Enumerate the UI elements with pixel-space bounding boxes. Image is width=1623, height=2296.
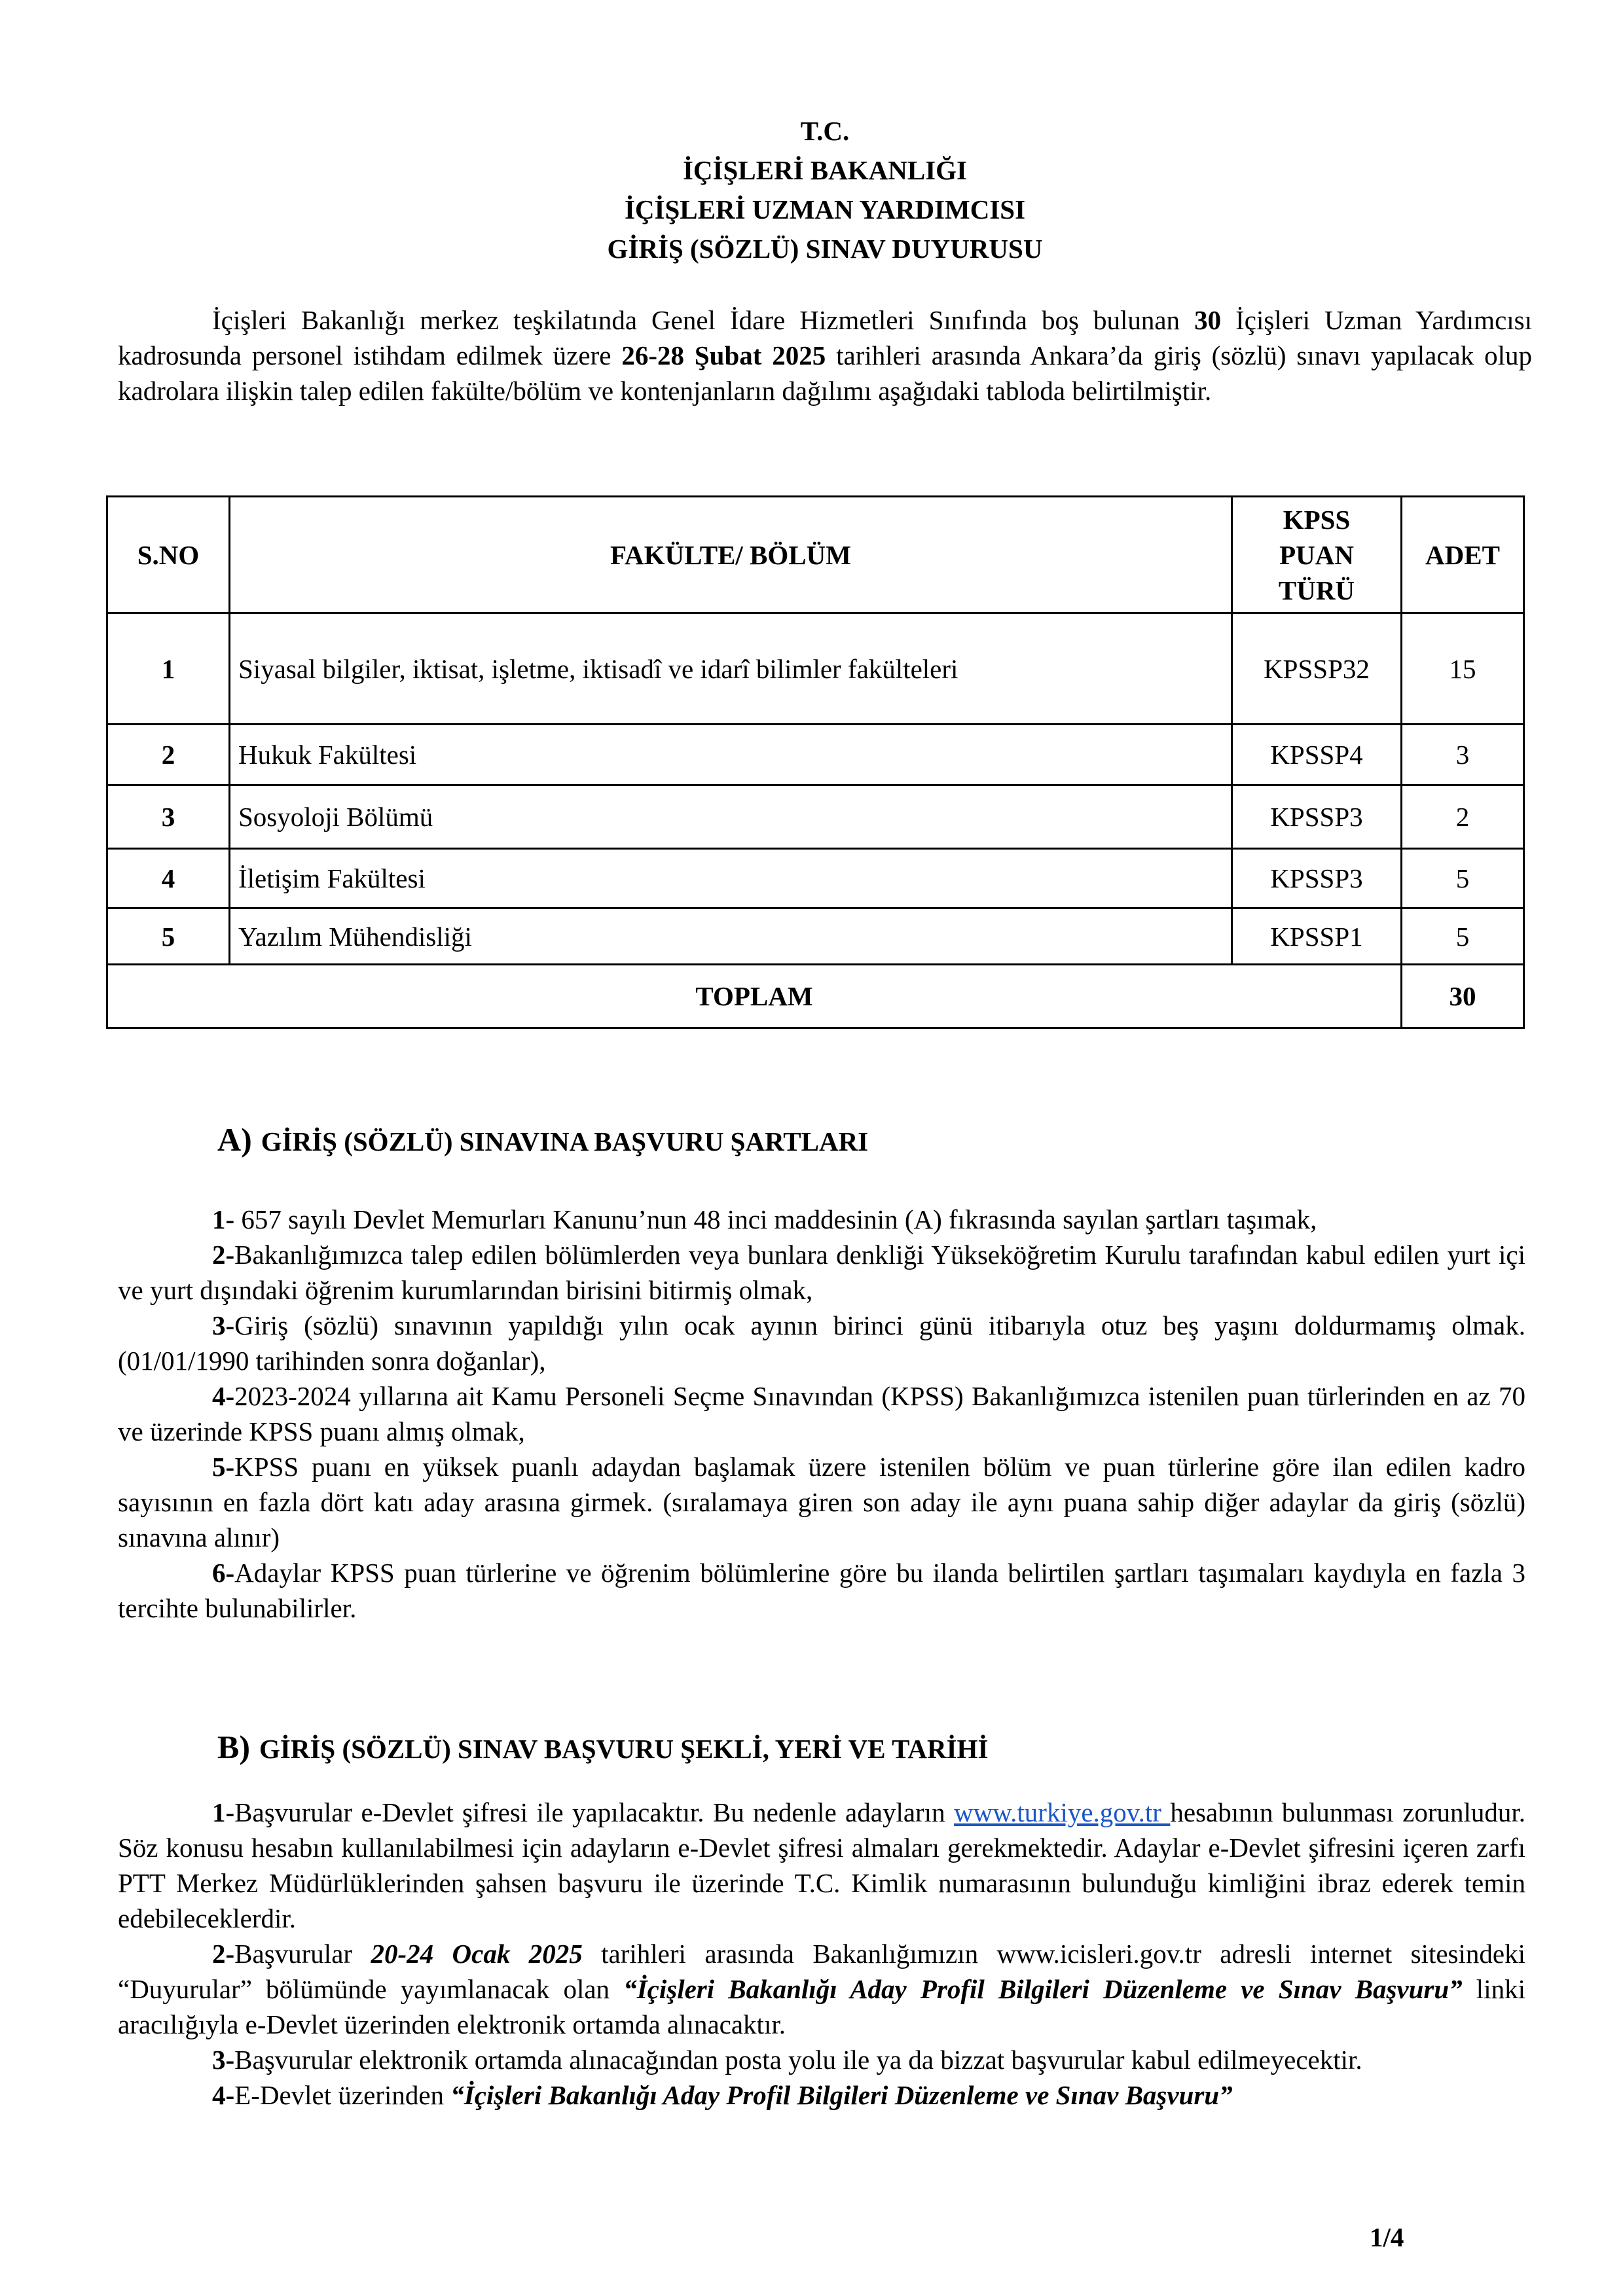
total-value: 30 — [1402, 965, 1524, 1028]
row-kpss: KPSSP1 — [1232, 908, 1402, 965]
row-kpss: KPSSP3 — [1232, 849, 1402, 908]
application-dates: 20-24 Ocak 2025 — [371, 1939, 583, 1969]
header-kpss-type: KPSS PUAN TÜRÜ — [1232, 497, 1402, 613]
row-dept: Hukuk Fakültesi — [230, 725, 1232, 785]
row-no: 1 — [107, 613, 230, 725]
section-a-list — [118, 1202, 1525, 1626]
row-no: 2 — [107, 725, 230, 785]
section-a-letter: A) — [217, 1121, 252, 1158]
page-number: 1/4 — [1370, 2222, 1404, 2252]
header-line-position: İÇİŞLERİ UZMAN YARDIMCISI — [624, 194, 1026, 224]
table-header-row — [107, 497, 1524, 613]
table-row — [107, 908, 1524, 965]
section-a-heading — [217, 1121, 868, 1158]
row-kpss: KPSSP32 — [1232, 613, 1402, 725]
row-dept: İletişim Fakültesi — [230, 849, 1232, 908]
list-item: 1-Başvurular e-Devlet şifresi ile yapılacaktır. Bu nedenle adayların www.turkiye.gov.tr hesabının bulunması zorunludur. Söz konusu hesabın kullanılabilmesi için adayların e-Devlet şifresi almaları gerekmektedir. Adaylar e-Devlet şifresini içeren zarfı PTT Merkez Müdürlüklerinden şahsen başvuru ile üzerinde T.C. Kimlik numarasının bulunduğu kimliğini ibraz ederek temin edebileceklerdir. — [118, 1797, 1526, 1933]
section-b-letter: B) — [217, 1729, 250, 1765]
header-line-tc: T.C. — [800, 116, 850, 146]
header-line-ministry: İÇİŞLERİ BAKANLIĞI — [682, 155, 968, 185]
row-kpss: KPSSP3 — [1232, 785, 1402, 849]
list-item: 5-KPSS puanı en yüksek puanlı adaydan başlamak üzere istenilen bölüm ve puan türlerine göre ilan edilen kadro sayısının en fazla dört katı aday arasına girmek. (sıralamaya giren son aday ile aynı puana sahip diğer adaylar da giriş (sözlü) sınavına alınır) — [118, 1452, 1525, 1552]
table-row — [107, 613, 1524, 725]
row-adet: 2 — [1402, 785, 1524, 849]
row-no: 4 — [107, 849, 230, 908]
intro-text-3: tarihleri arasında Ankara’da giriş (sözlü) sınavı yapılacak olup kadrolara ilişkin talep edilen fakülte/bölüm ve kontenjanların dağılımı aşağıdaki tabloda belirtilmiştir. — [118, 340, 1533, 406]
intro-text-2: İçişleri Uzman Yardımcısı kadrosunda personel istihdam edilmek üzere — [118, 305, 1532, 370]
section-b-list — [118, 1795, 1525, 2113]
list-item: 6-Adaylar KPSS puan türlerine ve öğrenim bölümlerine göre bu ilanda belirtilen şartları taşımaları kaydıyla en fazla 3 tercihte bulunabilirler. — [118, 1558, 1525, 1623]
section-b-title: GİRİŞ (SÖZLÜ) SINAV BAŞVURU ŞEKLİ, YERİ VE TARİHİ — [259, 1734, 989, 1764]
section-b-heading — [217, 1728, 988, 1766]
intro-exam-dates: 26-28 Şubat 2025 — [621, 340, 826, 370]
application-link-title: “İçişleri Bakanlığı Aday Profil Bilgileri Düzenleme ve Sınav Başvuru” — [623, 1974, 1463, 2004]
list-item: 4-E-Devlet üzerinden “İçişleri Bakanlığı Aday Profil Bilgileri Düzenleme ve Sınav Başvuru” — [212, 2080, 1233, 2110]
list-item: 3-Giriş (sözlü) sınavının yapıldığı yılın ocak ayının birinci günü itibarıyla otuz beş yaşını doldurmamış olmak.(01/01/1990 tarihinden sonra doğanlar), — [118, 1310, 1525, 1376]
section-a-title: GİRİŞ (SÖZLÜ) SINAVINA BAŞVURU ŞARTLARI — [261, 1126, 869, 1157]
row-no: 3 — [107, 785, 230, 849]
table-row — [107, 725, 1524, 785]
row-dept: Yazılım Mühendisliği — [230, 908, 1232, 965]
list-item: 2-Bakanlığımızca talep edilen bölümlerden veya bunlara denkliği Yükseköğretim Kurulu tarafından kabul edilen yurt içi ve yurt dışındaki öğrenim kurumlarından birisini bitirmiş olmak, — [118, 1240, 1525, 1305]
row-dept: Siyasal bilgiler, iktisat, işletme, iktisadî ve idarî bilimler fakülteleri — [230, 613, 1232, 725]
row-adet: 5 — [1402, 908, 1524, 965]
document-page — [118, 111, 1532, 408]
table-row — [107, 785, 1524, 849]
list-item: 2-Başvurular 20-24 Ocak 2025 tarihleri arasında Bakanlığımızın www.icisleri.gov.tr adresli internet sitesindeki “Duyurular” bölümünde yayımlanacak olan “İçişleri Bakanlığı Aday Profil Bilgileri Düzenleme ve Sınav Başvuru” linki aracılığıyla e-Devlet üzerinden elektronik ortamda alınacaktır. — [118, 1939, 1525, 2039]
header-sno: S.NO — [107, 497, 230, 613]
quota-table — [106, 495, 1525, 1029]
row-adet: 5 — [1402, 849, 1524, 908]
row-dept: Sosyoloji Bölümü — [230, 785, 1232, 849]
row-no: 5 — [107, 908, 230, 965]
intro-text-1: İçişleri Bakanlığı merkez teşkilatında Genel İdare Hizmetleri Sınıfında boş bulunan — [212, 305, 1195, 335]
row-adet: 3 — [1402, 725, 1524, 785]
document-header — [118, 111, 1532, 268]
table-row — [107, 849, 1524, 908]
total-label: TOPLAM — [107, 965, 1402, 1028]
list-item: 1- 657 sayılı Devlet Memurları Kanunu’nun 48 inci maddesinin (A) fıkrasında sayılan şartları taşımak, — [212, 1204, 1317, 1234]
intro-count: 30 — [1194, 305, 1222, 335]
row-kpss: KPSSP4 — [1232, 725, 1402, 785]
header-line-announcement: GİRİŞ (SÖZLÜ) SINAV DUYURUSU — [607, 234, 1043, 264]
table-total-row — [107, 965, 1524, 1028]
header-faculty: FAKÜLTE/ BÖLÜM — [230, 497, 1232, 613]
row-adet: 15 — [1402, 613, 1524, 725]
turkiye-gov-link[interactable]: www.turkiye.gov.tr — [954, 1797, 1171, 1827]
list-item: 3-Başvurular elektronik ortamda alınacağından posta yolu ile ya da bizzat başvurular kabul edilmeyecektir. — [212, 2045, 1362, 2075]
list-item: 4-2023-2024 yıllarına ait Kamu Personeli Seçme Sınavından (KPSS) Bakanlığımızca istenilen puan türlerinden en az 70 ve üzerinde KPSS puanı almış olmak, — [118, 1381, 1525, 1446]
intro-paragraph — [118, 302, 1532, 408]
header-adet: ADET — [1402, 497, 1524, 613]
